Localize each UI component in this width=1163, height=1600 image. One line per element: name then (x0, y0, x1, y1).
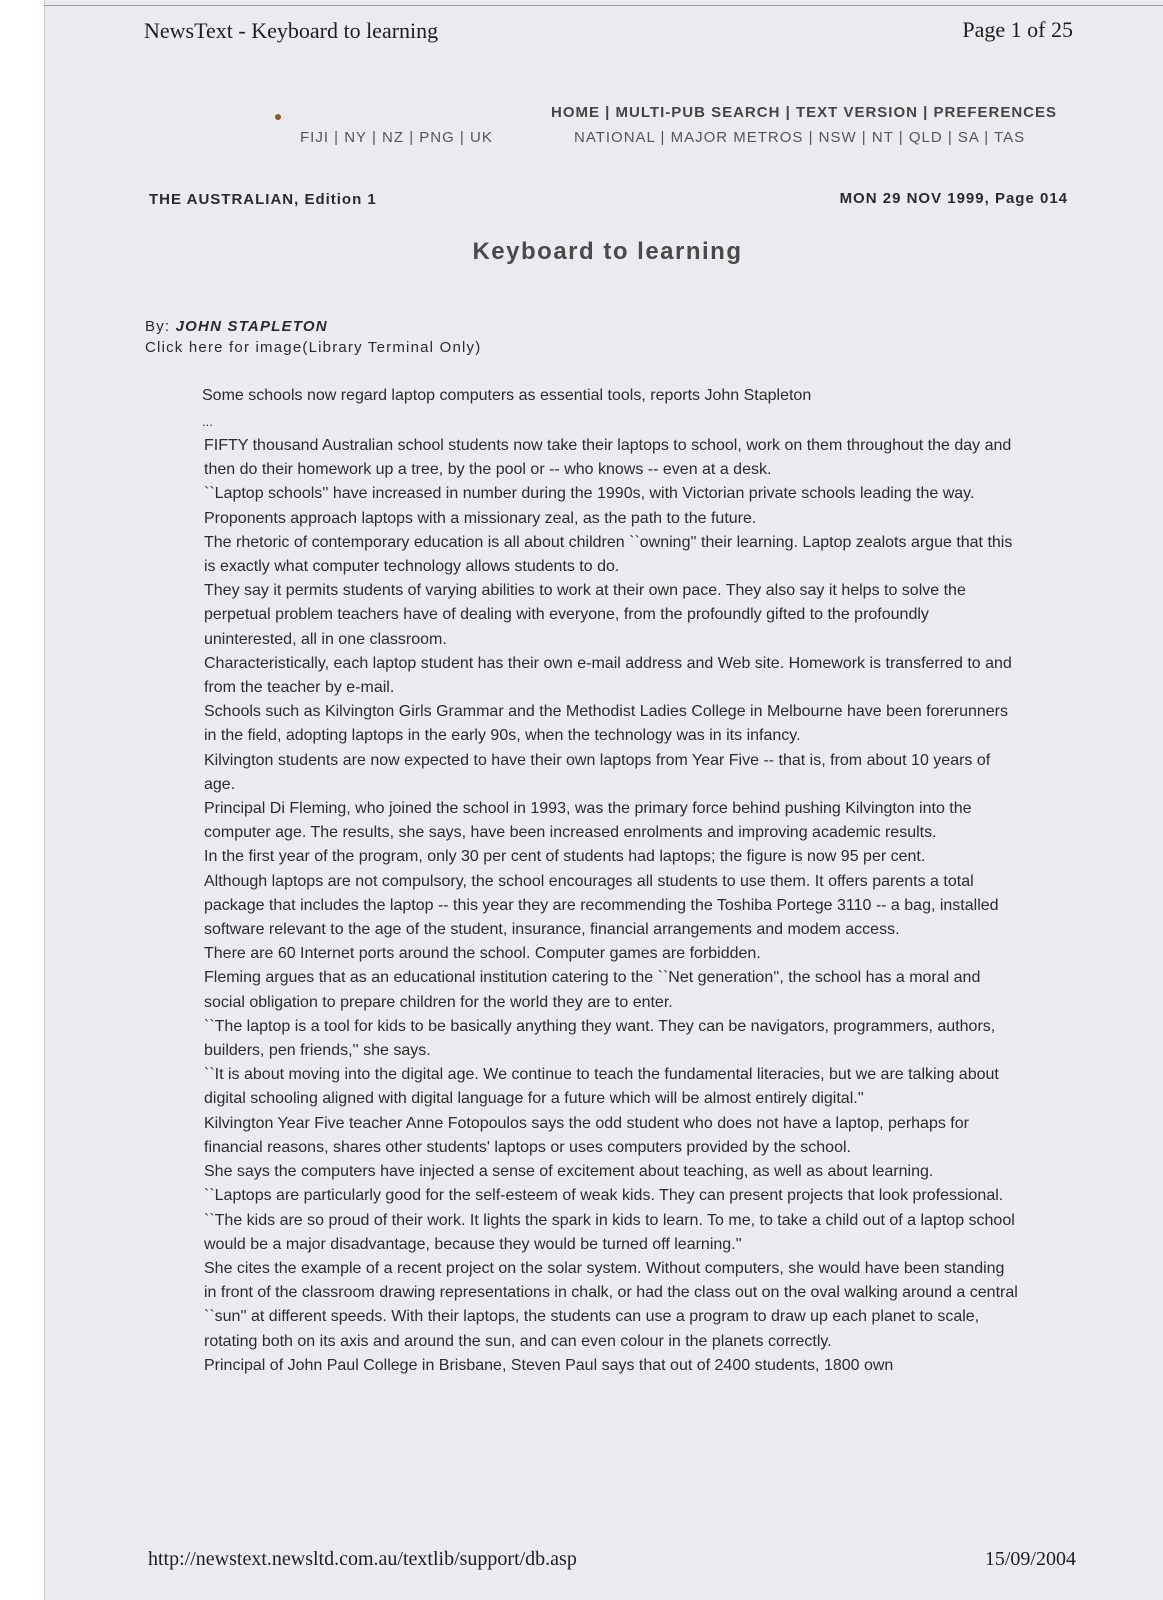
body-paragraph: Kilvington students are now expected to have their own laptops from Year Five -- that is, from about 10 years of age. (204, 751, 991, 793)
page-number: Page 1 of 25 (962, 17, 1073, 42)
body-paragraph: ``Laptops are particularly good for the self-esteem of weak kids. They can present projects that look professional. (204, 1187, 1004, 1205)
body-paragraph: Fleming argues that as an educational institution catering to the ``Net generation'', the school has a moral and social obligation to prepare children for the world they are to enter. (204, 969, 981, 1011)
region-nav-links[interactable]: FIJI | NY | NZ | PNG | UK (300, 129, 493, 146)
footer-date: 15/09/2004 (984, 1548, 1076, 1570)
body-paragraph: ``The kids are so proud of their work. It lights the spark in kids to learn. To me, to take a child out of a laptop school would be a major disadvantage, because they would be turned off learning.'' (204, 1211, 1015, 1253)
body-paragraph: In the first year of the program, only 30 per cent of students had laptops; the figure is now 95 per cent. (204, 848, 926, 866)
body-paragraph: Principal Di Fleming, who joined the school in 1993, was the primary force behind pushing Kilvington into the computer age. The results, she says, have been increased enrolments and improving academic results. (204, 800, 972, 842)
ellipsis: ... (202, 414, 213, 429)
footer-url: http://newstext.newsltd.com.au/textlib/support/db.asp (148, 1548, 577, 1570)
publication-date: MON 29 NOV 1999, Page 014 (839, 190, 1068, 207)
bullet-dot (275, 114, 281, 120)
standfirst: Some schools now regard laptop computers as essential tools, reports John Stapleton (202, 387, 812, 404)
body-paragraph: ``Laptop schools'' have increased in number during the 1990s, with Victorian private schools leading the way. Proponents approach laptops with a missionary zeal, as the path to the future. (204, 485, 975, 527)
body-paragraph: Characteristically, each laptop student has their own e-mail address and Web site. Homework is transferred to and from the teacher by e-mail. (204, 654, 1012, 697)
body-paragraph: They say it permits students of varying abilities to work at their own pace. They also say it helps to solve the perpetual problem teachers have of dealing with everyone, from the profoundly gifted to the profoundly uninterested, all in one classroom. (204, 582, 966, 648)
body-paragraph: There are 60 Internet ports around the school. Computer games are forbidden. (204, 945, 761, 963)
body-paragraph: She says the computers have injected a sense of excitement about teaching, as well as about learning. (204, 1163, 934, 1181)
page-header-title: NewsText - Keyboard to learning (144, 18, 439, 43)
publication-name: THE AUSTRALIAN, Edition 1 (149, 191, 377, 208)
byline-author: JOHN STAPLETON (175, 318, 328, 335)
body-paragraph: She cites the example of a recent project on the solar system. Without computers, she would have been standing in front of the classroom drawing representations in chalk, or had the class out on the oval walking around a central ``sun'' at different speeds. With their laptops, the students can use a program to draw up each planet to scale, rotating both on its axis and around the sun, and can even colour in the planets correctly. (204, 1259, 1018, 1350)
byline-prefix: By: (145, 318, 176, 335)
state-nav-links[interactable]: NATIONAL | MAJOR METROS | NSW | NT | QLD | SA | TAS (574, 129, 1026, 146)
image-link[interactable]: Click here for image(Library Terminal Only) (145, 339, 482, 356)
body-paragraph: Principal of John Paul College in Brisbane, Steven Paul says that out of 2400 students, 1800 own (204, 1356, 894, 1374)
body-paragraph: FIFTY thousand Australian school students now take their laptops to school, work on them throughout the day and then do their homework up a tree, by the pool or -- who knows -- even at a desk. (204, 437, 1012, 479)
body-paragraph: The rhetoric of contemporary education is all about children ``owning'' their learning. Laptop zealots argue that this is exactly what computer technology allows students to do. (204, 533, 1013, 576)
body-paragraph: Although laptops are not compulsory, the school encourages all students to use them. It offers parents a total package that includes the laptop -- this year they are recommending the Toshiba Portege 3110 -- a bag, installed software relevant to the age of the student, insurance, financial arrangements and modem access. (204, 872, 999, 939)
headline-text: Keyboard to learning (472, 238, 743, 265)
article-headline (0, 238, 1163, 266)
article-body (204, 434, 1019, 1378)
top-rule (44, 5, 1163, 6)
main-nav-links[interactable]: HOME | MULTI-PUB SEARCH | TEXT VERSION | PREFERENCES (551, 104, 1058, 121)
body-paragraph: ``The laptop is a tool for kids to be basically anything they want. They can be navigators, programmers, authors, builders, pen friends,'' she says. (204, 1017, 996, 1060)
body-paragraph: ``It is about moving into the digital age. We continue to teach the fundamental literacies, but we are talking about digital schooling aligned with digital language for a future which will be almost entirely digital.'' (204, 1066, 999, 1108)
body-paragraph: Kilvington Year Five teacher Anne Fotopoulos says the odd student who does not have a laptop, perhaps for financial reasons, shares other students' laptops or uses computers provided by the school. (204, 1114, 969, 1156)
byline (145, 318, 328, 335)
body-paragraph: Schools such as Kilvington Girls Grammar and the Methodist Ladies College in Melbourne have been forerunners in the field, adopting laptops in the early 90s, when the technology was in its infancy. (204, 703, 1008, 745)
